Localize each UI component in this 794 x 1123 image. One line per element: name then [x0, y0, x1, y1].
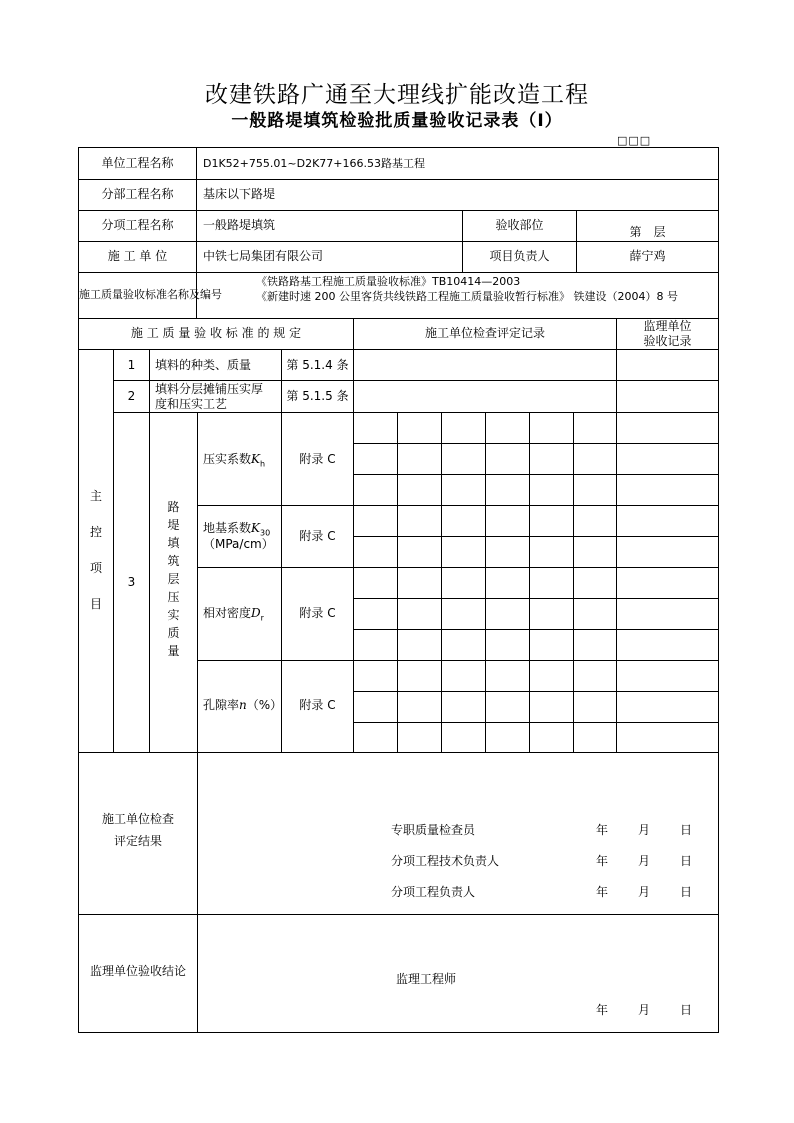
column-supervision-line-2: 验收记录 — [643, 334, 692, 348]
sub-item-unit: （MPa/cm） — [203, 537, 274, 551]
unit-project-value: D1K52+755.01~D2K77+166.53路基工程 — [203, 157, 425, 170]
sub-item-name: 孔隙率 — [203, 698, 240, 712]
sub-item-clause: 附录 C — [299, 529, 336, 543]
sub-item-subscript: r — [260, 613, 264, 623]
item-clause: 第 5.1.4 条 — [286, 358, 349, 372]
acceptance-part-value: 第 层 — [629, 225, 666, 239]
signer-subitem-leader: 分项工程负责人 — [391, 885, 476, 899]
project-leader-value: 薛宁鸡 — [629, 249, 666, 263]
division-label: 分部工程名称 — [101, 187, 174, 201]
supervision-result-label: 监理单位验收结论 — [89, 964, 186, 978]
sub-item-density — [203, 606, 264, 625]
main-control-char: 项 — [89, 561, 102, 575]
group-name-char: 质 — [167, 626, 180, 640]
division-value: 基床以下路堤 — [203, 187, 276, 201]
sub-item-subscript: h — [259, 459, 266, 469]
standard-label: 施工质量验收标准名称及编号 — [79, 288, 222, 301]
group-name-char: 量 — [167, 644, 180, 658]
construction-unit-value: 中铁七局集团有限公司 — [203, 249, 324, 263]
construction-unit-label: 施 工 单 位 — [107, 249, 168, 263]
item-number: 1 — [127, 358, 136, 372]
main-control-char: 目 — [89, 597, 102, 611]
date-year: 年 — [596, 1003, 609, 1017]
group-name-char: 堤 — [167, 518, 180, 532]
group-name-char: 筑 — [167, 554, 180, 568]
item-name-line-2: 度和压实工艺 — [155, 397, 228, 411]
item-number: 2 — [127, 389, 136, 403]
sub-item-symbol: D — [251, 606, 261, 620]
sub-item-unit: （%） — [246, 698, 283, 712]
date-month: 月 — [638, 1003, 651, 1017]
date-day: 日 — [680, 1003, 693, 1017]
acceptance-part-label: 验收部位 — [495, 218, 544, 232]
construction-result-label-2: 评定结果 — [113, 834, 162, 848]
subitem-value: 一般路堤填筑 — [203, 218, 276, 232]
date-year: 年 — [596, 885, 609, 899]
date-month: 月 — [638, 854, 651, 868]
standard-line-1: 《铁路路基工程施工质量验收标准》TB10414—2003 — [256, 275, 521, 288]
document-subtitle: 一般路堤填筑检验批质量验收记录表（Ⅰ） — [231, 111, 563, 131]
sub-item-name: 压实系数 — [203, 452, 252, 466]
sub-item-name: 相对密度 — [203, 606, 252, 620]
column-inspection: 施工单位检查评定记录 — [424, 326, 545, 340]
sub-item-subscript: 30 — [259, 528, 271, 538]
item-name-line-1: 填料分层摊铺压实厚 — [155, 382, 264, 396]
sub-item-symbol: K — [251, 521, 260, 535]
date-month: 月 — [638, 823, 651, 837]
group-name-char: 填 — [167, 536, 180, 550]
date-year: 年 — [596, 823, 609, 837]
document-title: 改建铁路广通至大理线扩能改造工程 — [205, 82, 589, 108]
main-control-char: 主 — [89, 489, 102, 503]
group-name-char: 路 — [167, 500, 180, 514]
unit-project-label: 单位工程名称 — [101, 156, 174, 170]
sub-item-clause: 附录 C — [299, 698, 336, 712]
standard-line-2: 《新建时速 200 公里客货共线铁路工程施工质量验收暂行标准》 铁建设（2004）8 号 — [256, 290, 678, 303]
item-name: 填料的种类、质量 — [155, 358, 252, 372]
sub-item-compaction — [203, 452, 265, 471]
sub-item-clause: 附录 C — [299, 606, 336, 620]
group-name-char: 层 — [167, 572, 180, 586]
date-day: 日 — [680, 854, 693, 868]
main-control-char: 控 — [89, 525, 102, 539]
column-standard: 施 工 质 量 验 收 标 准 的 规 定 — [130, 326, 302, 340]
date-day: 日 — [680, 885, 693, 899]
item-clause: 第 5.1.5 条 — [286, 389, 349, 403]
column-supervision-line-1: 监理单位 — [643, 319, 692, 333]
group-name-char: 压 — [167, 590, 180, 604]
construction-result-label-1: 施工单位检查 — [101, 812, 174, 826]
project-leader-label: 项目负责人 — [489, 249, 550, 263]
sub-item-name: 地基系数 — [203, 521, 252, 535]
date-day: 日 — [680, 823, 693, 837]
item-number: 3 — [127, 575, 136, 589]
signer-technical-leader: 分项工程技术负责人 — [391, 854, 500, 868]
subitem-label: 分项工程名称 — [101, 218, 174, 232]
sub-item-porosity — [203, 698, 282, 713]
sub-item-clause: 附录 C — [299, 452, 336, 466]
sub-item-symbol: K — [251, 452, 260, 466]
signer-supervision-engineer: 监理工程师 — [396, 972, 457, 986]
group-name-char: 实 — [167, 608, 180, 622]
date-year: 年 — [596, 854, 609, 868]
signer-quality-inspector: 专职质量检查员 — [391, 823, 476, 837]
date-month: 月 — [638, 885, 651, 899]
form-code: □□□ — [617, 134, 652, 147]
sub-item-symbol: n — [239, 698, 247, 712]
